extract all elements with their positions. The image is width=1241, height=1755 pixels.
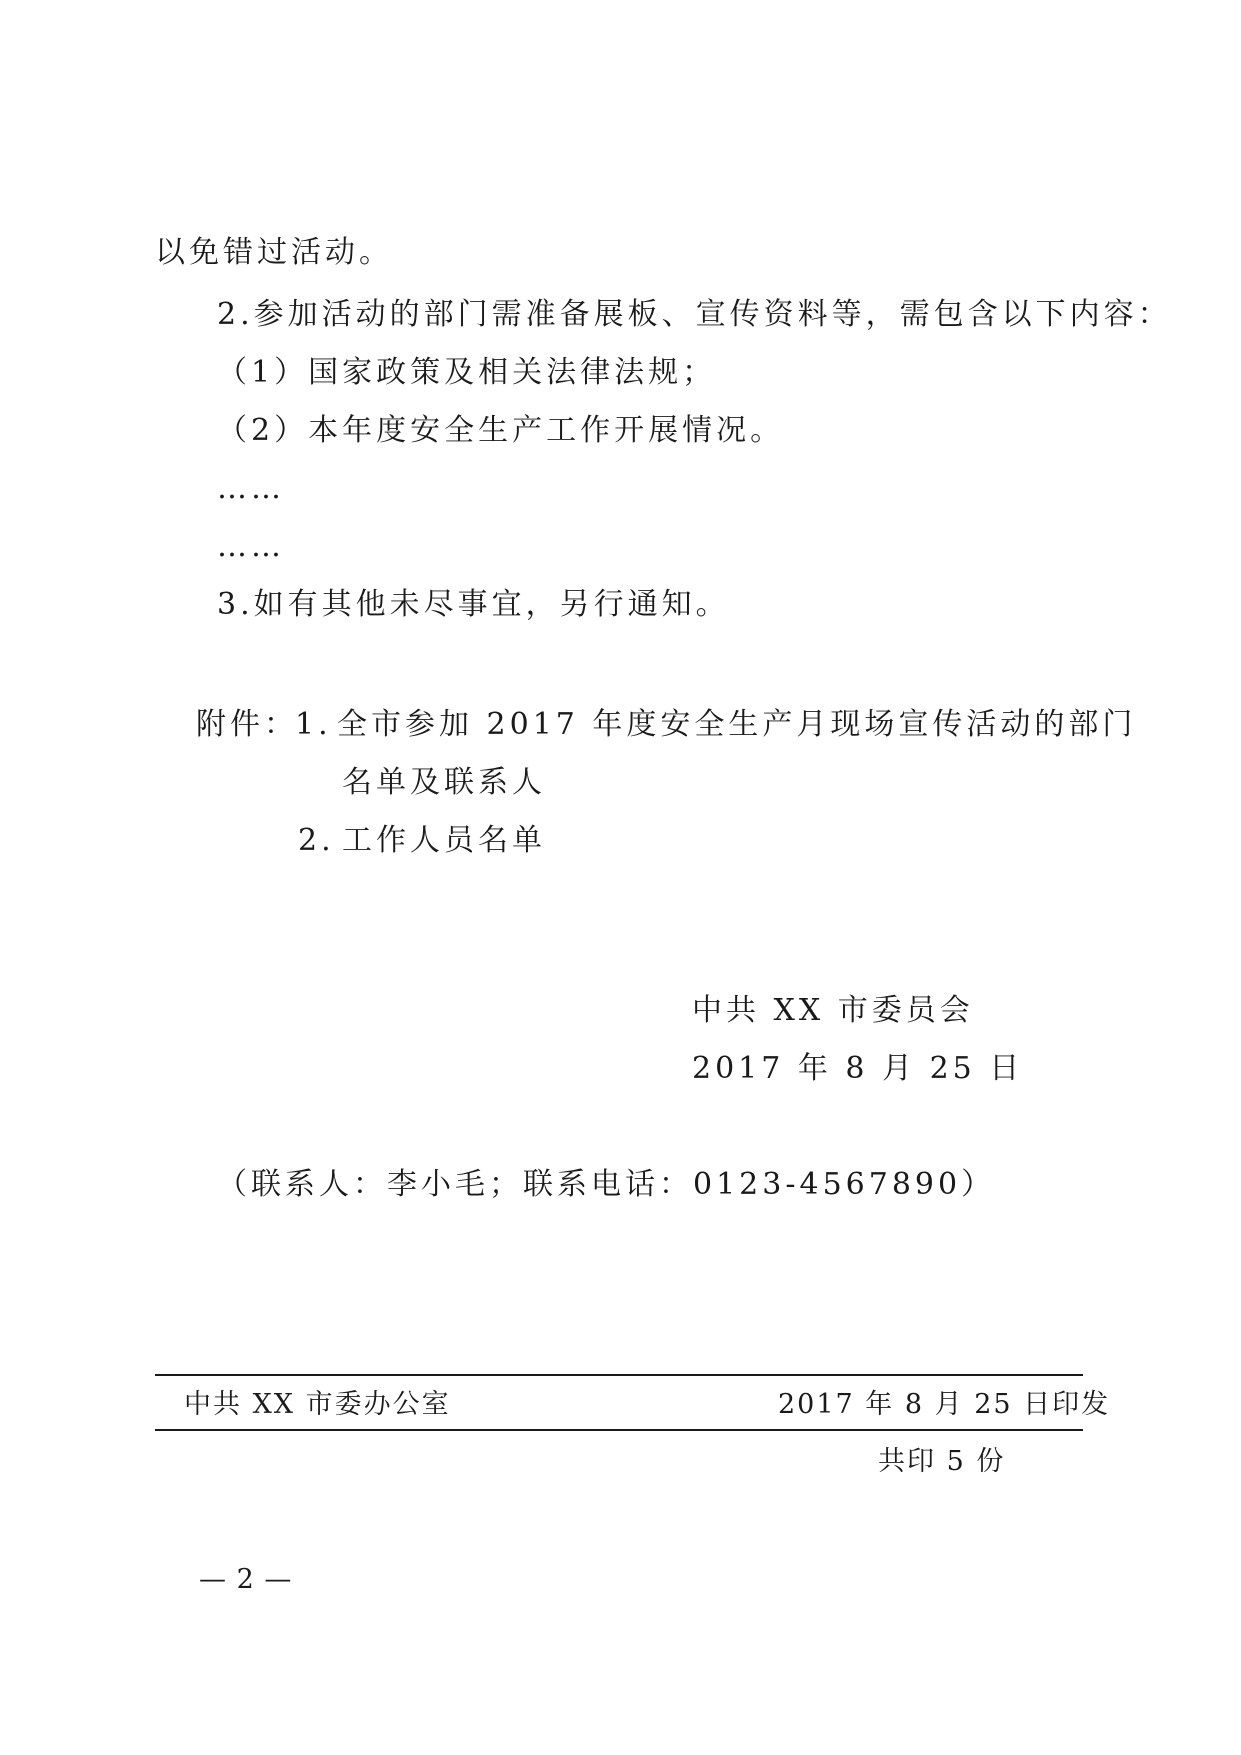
attachments-label: 附件： bbox=[196, 707, 298, 742]
page-number: — 2 — bbox=[199, 1564, 293, 1595]
attachment-2-number: 2. bbox=[298, 823, 335, 858]
attachment-1-line-1: 全市参加 2017 年度安全生产月现场宣传活动的部门 bbox=[337, 707, 1137, 742]
body-paragraph-1: 以免错过活动。 bbox=[155, 235, 393, 270]
body-paragraph-3: 3.如有其他未尽事宜，另行通知。 bbox=[217, 587, 730, 622]
signature-date: 2017 年 8 月 25 日 bbox=[692, 1051, 1024, 1086]
footer-issue-date: 2017 年 8 月 25 日印发 bbox=[778, 1389, 1111, 1420]
footer-bottom-rule bbox=[155, 1429, 1083, 1431]
attachment-2-text: 工作人员名单 bbox=[342, 823, 546, 858]
body-ellipsis-2: …… bbox=[217, 529, 285, 564]
body-paragraph-2: 2.参加活动的部门需准备展板、宣传资料等，需包含以下内容： bbox=[217, 297, 1172, 332]
footer-copies: 共印 5 份 bbox=[878, 1446, 1006, 1477]
contact-info: （联系人：李小毛；联系电话：0123-4567890） bbox=[217, 1167, 996, 1202]
footer-top-rule bbox=[155, 1374, 1083, 1376]
attachment-1-line-2: 名单及联系人 bbox=[342, 765, 546, 800]
attachment-1-number: 1. bbox=[295, 707, 332, 742]
body-item-1: （1）国家政策及相关法律法规； bbox=[217, 355, 717, 390]
body-ellipsis-1: …… bbox=[217, 471, 285, 506]
signature-organization: 中共 XX 市委员会 bbox=[692, 993, 974, 1028]
body-item-2: （2）本年度安全生产工作开展情况。 bbox=[217, 413, 785, 448]
footer-issuer: 中共 XX 市委办公室 bbox=[184, 1389, 451, 1420]
